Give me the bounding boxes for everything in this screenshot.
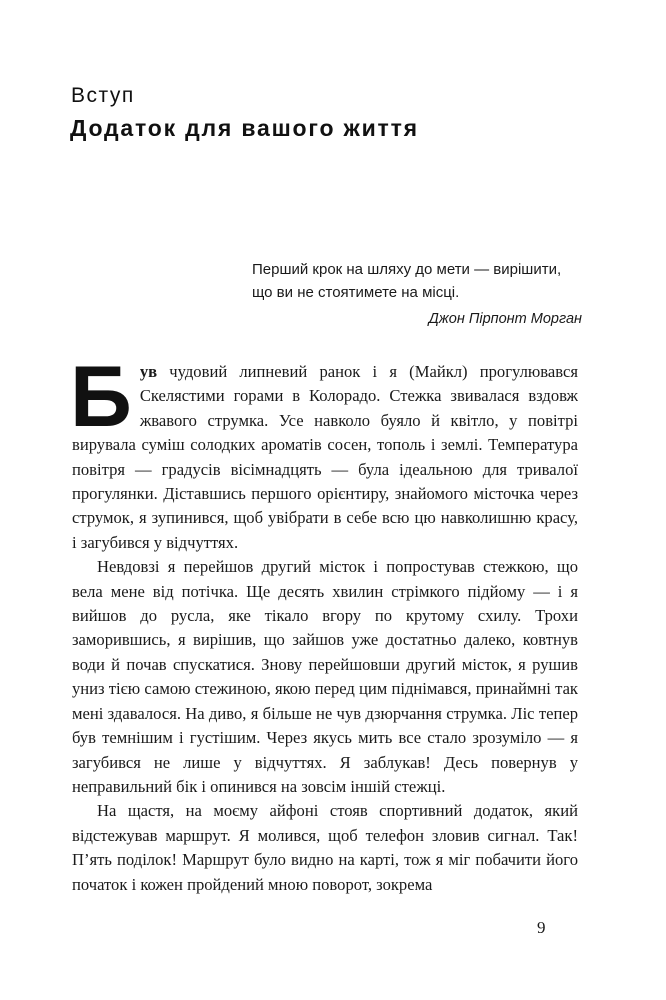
epigraph (252, 258, 582, 331)
lead-word: ув (139, 362, 158, 381)
drop-cap: Б (70, 349, 132, 445)
chapter-title: Додаток для вашого життя (70, 115, 419, 141)
epigraph-line-1: Перший крок на шляху до мети — вирішити, (252, 261, 562, 278)
chapter-label: Вступ (71, 84, 135, 107)
paragraph-1 (70, 349, 578, 555)
body-text (70, 349, 578, 897)
paragraph-1-text: чудовий липневий ранок і я (Майкл) прогулювався Скелястими горами в Колорадо. Стежка звивалася вздовж жвавого струмка. Усе навколо буяло й квітло, у повітрі вирувала суміш солодких ароматів сосен, тополь і землі. Температура повітря — градусів вісімнадцять — була ідеальною для тривалої прогулянки. Діставшись першого орієнтиру, знайомого місточка через струмок, я зупинився, щоб увібрати в себе всю цю навколишню красу, і загубився у відчуттях. (72, 362, 578, 552)
epigraph-line-2: що ви не стоятимете на місці. (252, 284, 460, 301)
paragraph-2: Невдовзі я перейшов другий місток і попростував стежкою, що вела мене від потічка. Ще десять хвилин стрімкого підйому — і я вийшов до русла, яке тікало вгору по крутому схилу. Трохи заморившись, я вирішив, що зайшов уже достатньо далеко, ковтнув води й почав спускатися. Знову перейшовши другий місток, я рушив униз тією самою стежиною, якою перед цим піднімався, принаймні так мені здавалося. На диво, я більше не чув дзюрчання струмка. Ліс тепер був темнішим і густішим. Через якусь мить все стало зрозуміло — я загубився не лише у відчуттях. Я заблукав! Десь повернув у неправильний бік і опинився на зовсім іншій стежці. (72, 557, 578, 796)
epigraph-author: Джон Пірпонт Морган (428, 311, 582, 327)
paragraph-3: На щастя, на моєму айфоні стояв спортивний додаток, який відстежував маршрут. Я молився, щоб телефон зловив сигнал. Так! П’ять поділок! Маршрут було видно на карті, тож я міг побачити його початок і кожен пройдений мною поворот, зокрема (72, 801, 578, 894)
page-number: 9 (537, 918, 546, 937)
